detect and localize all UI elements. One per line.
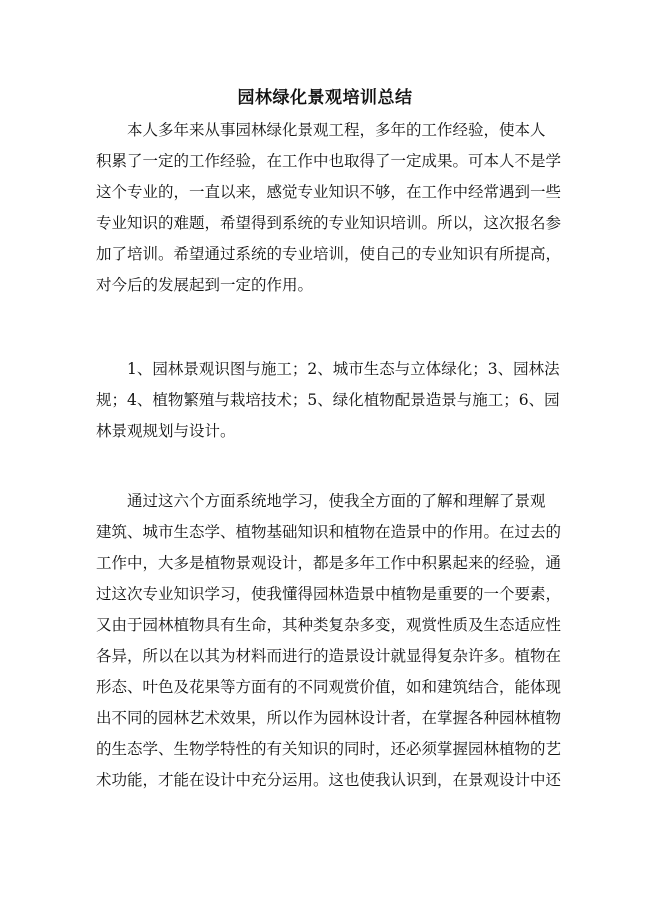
paragraph-topics: [96, 354, 558, 447]
text-line: 术功能，才能在设计中充分运用。这也使我认识到，在景观设计中还: [96, 771, 562, 789]
document-title: 园林绿化景观培训总结: [237, 88, 413, 108]
text-line: 又由于园林植物具有生命，其种类复杂多变，观赏性质及生态适应性: [96, 616, 562, 634]
text-line: 各异，所以在以其为材料而进行的造景设计就显得复杂许多。植物在: [96, 647, 562, 665]
text-line: 规；4、植物繁殖与栽培技术；5、绿化植物配景造景与施工；6、园: [96, 391, 560, 409]
text-line: 过这次专业知识学习，使我懂得园林造景中植物是重要的一个要素，: [96, 585, 562, 603]
text-line: 积累了一定的工作经验，在工作中也取得了一定成果。可本人不是学: [96, 152, 562, 170]
text-line: 林景观规划与设计。: [96, 422, 236, 440]
text-line: 通过这六个方面系统地学习，使我全方面的了解和理解了景观: [127, 492, 546, 510]
text-line: 工作中，大多是植物景观设计，都是多年工作中积累起来的经验，通: [96, 554, 562, 572]
text-line: 出不同的园林艺术效果，所以作为园林设计者，在掌握各种园林植物: [96, 709, 562, 727]
text-line: 专业知识的难题，希望得到系统的专业知识培训。所以，这次报名参: [96, 214, 562, 232]
text-line: 的生态学、生物学特性的有关知识的同时，还必须掌握园林植物的艺: [96, 740, 562, 758]
text-line: 这个专业的，一直以来，感觉专业知识不够，在工作中经常遇到一些: [96, 183, 562, 201]
paragraph-summary: [96, 486, 562, 796]
text-line: 形态、叶色及花果等方面有的不同观赏价值，如和建筑结合，能体现: [96, 678, 562, 696]
text-line: 对今后的发展起到一定的作用。: [96, 276, 314, 294]
text-line: 建筑、城市生态学、植物基础知识和植物在造景中的作用。在过去的: [96, 523, 562, 541]
text-line: 1、园林景观识图与施工；2、城市生态与立体绿化；3、园林法: [127, 360, 560, 378]
text-line: 加了培训。希望通过系统的专业培训，使自己的专业知识有所提高，: [96, 245, 562, 263]
paragraph-intro: [96, 115, 562, 301]
text-line: 本人多年来从事园林绿化景观工程，多年的工作经验，使本人: [127, 121, 546, 139]
